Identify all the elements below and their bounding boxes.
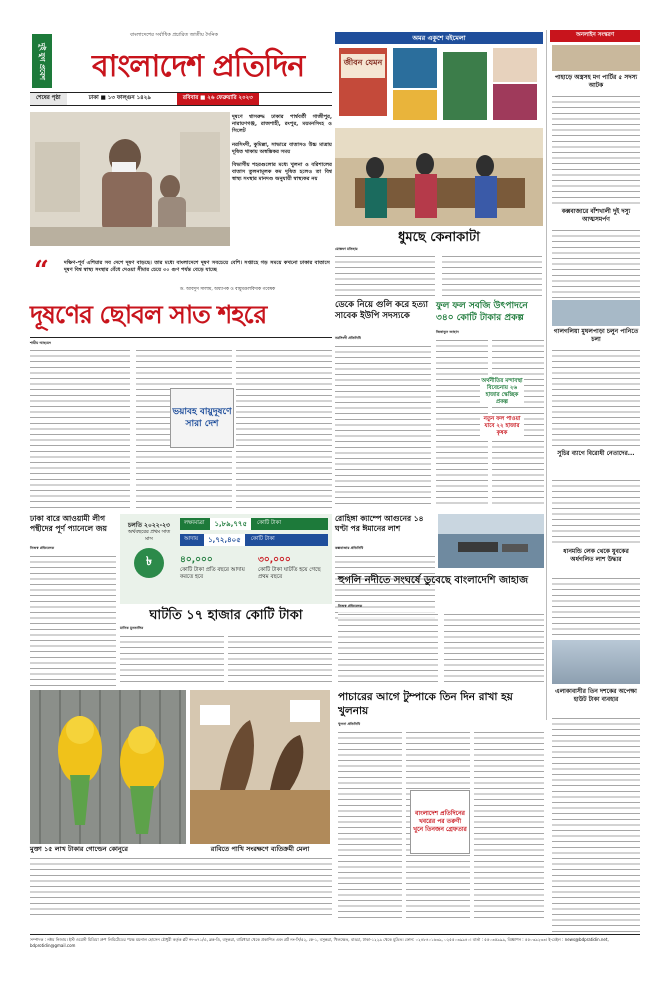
masthead: [30, 30, 332, 112]
book-fair-strip: [335, 32, 543, 44]
target-row: [180, 518, 328, 530]
smuggle-col-1: [338, 730, 402, 918]
ship-col-2: [444, 612, 544, 686]
headline-rule: [30, 337, 332, 338]
weekday-date: রবিবার ■ ২৬ ফেব্রুয়ারি ২০২৩: [177, 93, 259, 105]
book-covers: [335, 46, 543, 126]
right-promo-3: গালগলিয়া মুঘলপাড়া চলুন পানিতে চলা: [553, 328, 639, 343]
top-story-inset: [170, 388, 234, 448]
agri-byline: জিন্নাতুন জাহান: [436, 330, 459, 334]
deficit-col-2: [228, 634, 332, 686]
league-headline: ঢাকা বারে আওয়ামী লীগ পন্থীদের পূর্ণ প্যানেলে জয়: [30, 514, 107, 533]
online-ribbon-text: অনলাইন সংস্করণ: [575, 32, 615, 38]
bird-exhibit-photo-art: [190, 690, 330, 844]
agri-inset-1: অর্থনীতির মন্দাবস্থা বিবেচনায় ২৬ হাজার স্কেচ্ছিক প্রকল্প: [481, 378, 523, 405]
right-col-text-1: [552, 94, 640, 204]
book-title: জীবন যেমন: [343, 58, 383, 67]
book-fair-photo: [335, 128, 543, 226]
book-fair-col-2: [442, 254, 542, 296]
deficit-infographic: [120, 514, 332, 604]
smuggle-byline: খুলনা প্রতিনিধি: [338, 722, 361, 726]
right-promo-6: এলাকাবাসীর তিন দশকের অপেক্ষা হাউট টাকা ব্যবহার: [555, 688, 637, 703]
teaser-2: নরসিংদী, কুমিল্লা, সাভারে বাতাসও উচ্চ মাত্রায় দূষিত থাকায় অস্বস্তিকর সময়: [232, 141, 332, 155]
note-1-value: ৪০,০০০: [180, 555, 213, 565]
ecb-headline: ডেকে নিয়ে গুলি করে হত্যা সাবেক ইউপি সদস্যকে: [335, 300, 428, 321]
section-label: শেষের পৃষ্ঠা: [30, 93, 67, 105]
book-fair-photo-art: [335, 128, 543, 226]
right-thumb-3: [552, 640, 640, 684]
right-col-text-5: [552, 576, 640, 636]
parrot-photo-art: [30, 690, 186, 844]
masthead-dateline-bar: [30, 92, 332, 106]
right-col-divider: [546, 30, 547, 720]
target-value: ১,৮৯,৭৭৫: [210, 518, 251, 530]
league-byline: নিজস্ব প্রতিবেদক: [30, 546, 55, 550]
book-fair-col-1: [335, 254, 435, 296]
parrot-photo: [30, 690, 186, 844]
deficit-label-2: অর্থবছরের প্রথম সাত মাস: [127, 529, 171, 542]
right-promo-1: পাহাড়ে অস্ত্রসহ মগ পার্টির ৫ সদস্য আটক: [554, 74, 638, 89]
teaser-3: বিভাগীয় শহরগুলোর মধ্যে খুলনা ও বরিশালের বাতাস তুলনামূলক কম দূষিত হলেও তা বিশ্ব স্বাস্থ্য সংস্থার মানদণ্ড অনুযায়ী স্বাস্থ্যকর নয়: [232, 162, 332, 183]
top-story-byline: শামীম আহমেদ: [30, 341, 51, 345]
smuggle-inset: [410, 790, 470, 854]
deficit-byline: মানিক মুনতাসির: [120, 626, 144, 630]
note-2: [258, 552, 328, 581]
ship-byline: নিজস্ব প্রতিবেদক: [338, 604, 363, 608]
book-fair-headline: ধুমছে কেনাকাটা: [398, 230, 480, 245]
rohingya-headline: রোহিঙ্গা ক্যাম্পে আগুনের ১৪ ঘণ্টা পর ঈমানের লাশ: [335, 514, 424, 533]
bird-exhibit-photo: [190, 690, 330, 844]
collect-value: ১,৭২,৪০৫: [204, 534, 245, 546]
right-col-text-3: [552, 348, 640, 448]
dateline: ঢাকা ■ ১৩ ফাল্গুন ১৪২৯: [88, 95, 151, 101]
anniversary-badge: [32, 34, 52, 88]
deficit-col-1: [120, 634, 224, 686]
note-2-value: ৩০,০০০: [258, 555, 291, 565]
collect-label: আদায়: [184, 536, 199, 542]
note-1-text: কোটি টাকা প্রতি বছরে আদায় করতে হবে: [180, 567, 245, 580]
inset-text: ভয়াবহ বায়ুদূষণে সারা দেশ: [172, 407, 232, 429]
note-2-text: কোটি টাকা ঘাটতি হয়ে গেছে প্রথম বছরে: [258, 567, 321, 580]
deficit-headline: ঘাটতি ১৭ হাজার কোটি টাকা: [149, 608, 303, 623]
badge-text: দুই যুগ প্রবেশ: [38, 42, 46, 80]
smuggle-headline: পাচারের আগে টুম্পাকে তিন দিন রাখা হয় খুলনায়: [338, 691, 513, 717]
league-col: [30, 554, 116, 686]
smuggle-col-3: [474, 730, 544, 918]
note-1: [180, 552, 250, 581]
footer-rule: [30, 934, 640, 935]
quote-author: ড. আবদুস সালাম, অধ্যাপক ও বায়ুমণ্ডলবিদ্যক গবেষক: [180, 287, 276, 292]
right-promo-4: সুচির ব্যাগে বিরোধী নেতাদের...: [557, 450, 635, 457]
quote-mark: “: [34, 256, 49, 286]
smog-photo: [30, 112, 230, 246]
rohingya-col: [335, 554, 435, 620]
ship-col-1: [338, 612, 438, 686]
agri-inset-2: নতুন ফল পাওয়া যাবে ২২ হাজার কৃষক: [480, 416, 524, 437]
top-story-col-3: [236, 348, 332, 508]
rohingya-byline: কক্সবাজার প্রতিনিধি: [335, 546, 364, 550]
top-story-col-1: [30, 348, 130, 508]
teaser-1: দূষণে শ্বাসরুদ্ধ ঢাকার পার্শ্ববর্তী গাজীপুর, নারায়ণগঞ্জ, রাজশাহী, রংপুর, ময়মনসিংহ ও সিলেট: [232, 114, 332, 135]
teaser-list: [232, 114, 332, 256]
online-ribbon: [550, 30, 640, 42]
right-col-text-2: [552, 228, 640, 298]
right-promo-2: কক্সবাজারে বাঁশখালী দুই দস্যু আত্মসমর্পণ: [561, 208, 631, 223]
ecb-byline: নরসিংদী প্রতিনিধি: [335, 336, 361, 340]
target-unit: কোটি টাকা: [257, 520, 282, 526]
target-label: লক্ষ্যমাত্রা: [184, 520, 205, 526]
right-col-text-6: [552, 716, 640, 936]
birds-text: [30, 856, 332, 918]
collect-row: [180, 534, 328, 546]
collect-unit: কোটি টাকা: [250, 536, 275, 542]
parrot-caption: মুক্তা ১৫ লাখ টাকার গোল্ডেন কোনুরে: [30, 845, 128, 853]
ecb-col: [335, 344, 431, 504]
quote-text: দক্ষিণ-পূর্ব এশিয়ার সব দেশে দূষণ বাড়ছে। তার মধ্যে বাংলাদেশে দূষণ সবচেয়ে বেশি। সপ্তাহে গড় সময়ে কখনো ঢাকার বাতাসে দূষণ বিশ্ব স্বাস্থ্য সংস্থার বেঁধে দেওয়া সীমার চেয়ে ৩০ গুণ পর্যন্ত বেড়ে যাচ্ছে: [64, 260, 330, 273]
quote-block: [30, 256, 332, 294]
right-promo-5: ধানমন্ডি লেক থেকে যুবকের অর্ধগলিত লাশ উদ্ধার: [563, 548, 629, 563]
money-bag-icon: ৳: [134, 548, 164, 578]
masthead-tagline: বাংলাদেশের সর্বাধিক প্রচারিত জাতীয় দৈনিক: [130, 32, 218, 38]
right-col-text-4: [552, 478, 640, 544]
ship-photo: [438, 514, 544, 568]
book-fair-strip-text: অমর একুশে বইমেলা: [412, 33, 466, 42]
smuggle-inset-text: বাংলাদেশ প্রতিদিনের খবরের পর তরুণী খুনে তিনজন গ্রেফতার: [413, 810, 467, 833]
agri-headline: ফুল ফল সবজি উৎপাদনে ৩৪০ কোটি টাকার প্রকল্প: [436, 301, 528, 323]
top-story-headline: দূষণের ছোবল সাত শহরে: [30, 300, 267, 329]
smog-photo-art: [30, 112, 230, 246]
masthead-logo: বাংলাদেশ প্রতিদিন: [92, 49, 305, 84]
ship-headline: হুগলি নদীতে সংঘর্ষে ডুবেছে বাংলাদেশি জাহাজ: [338, 575, 529, 586]
right-thumb-1: [552, 45, 640, 71]
footer-imprint: সম্পাদক : নঈম নিজাম। ইস্ট ওয়েস্ট মিডিয়া গ্রুপ লিমিটেডের পক্ষে ময়নাল হোসেন চৌধুরী কর্তৃক প্লট নং-৩৭১/এ, ব্লক-ডি, বসুন্ধরা, বারিধারা থেকে প্রকাশিত এবং প্লট নং-সি/৫২, কে-১, বসুন্ধরা, খিলক্ষেত, বাড্ডা, ঢাকা-১২২৯ থেকে মুদ্রিত। ফোন: ০২৪৮৪০১৬৩৯, ০২৫৫০৩৯৯৪০। বার্তা : ৫৫০৩৫৯৯৯, বিজ্ঞাপন : ৫৫০৩৯২৩৩। ই-মেইল : news@bdpratidin.net, bdprotidin@gmail.com: [30, 937, 609, 948]
deficit-label-1: চলতি ২০২২-২৩: [128, 522, 170, 529]
right-thumb-2: [552, 300, 640, 326]
bird-exhibit-caption: রাবিতে পাখি সংরক্ষণে ব্যতিক্রমী মেলা: [210, 845, 310, 853]
book-fair-byline: মোস্তফা মতিহার: [335, 247, 358, 251]
ship-photo-art: [438, 514, 544, 568]
